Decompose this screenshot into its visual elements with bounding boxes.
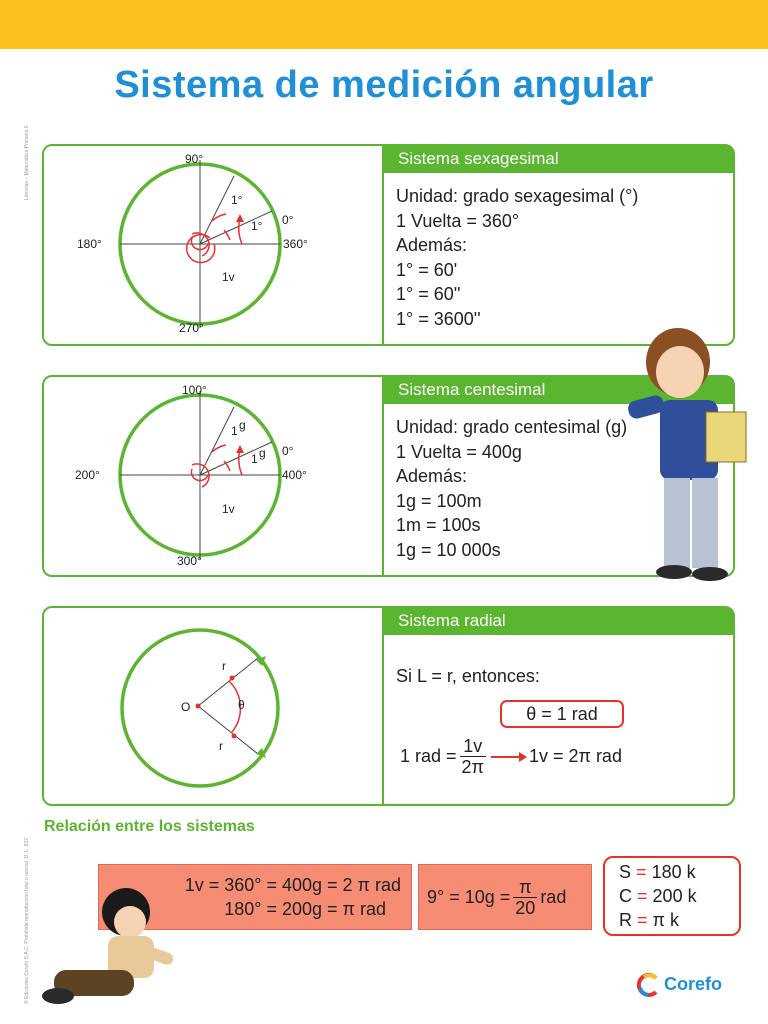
relation-fraction-den: 20 [515, 897, 536, 918]
sexagesimal-line: 1° = 60'' [396, 284, 461, 304]
corefo-logo [636, 970, 736, 1000]
sexagesimal-text [396, 184, 638, 331]
label-deg-b: 1° [251, 219, 263, 233]
label-grad-b-sup: g [259, 446, 266, 460]
scr-letter: S [619, 862, 632, 882]
label-360: 360° [283, 237, 308, 251]
centesimal-line: Unidad: grado centesimal (g) [396, 417, 628, 437]
relation-box2-left: 9° = 10g = [427, 886, 511, 907]
relation-fraction [513, 877, 537, 918]
centesimal-line: 1g = 100m [396, 490, 482, 511]
top-bar [0, 0, 768, 49]
scr-row: S = 180 k [619, 862, 696, 882]
scr-box [603, 856, 741, 936]
label-0: 0° [282, 213, 294, 227]
scr-letter: R [619, 910, 632, 930]
radial-rad-left: 1 rad = [400, 746, 457, 766]
radial-fraction-num: 1v [460, 736, 486, 757]
centesimal-header: Sistema centesimal [384, 376, 734, 404]
centesimal-line: 1g = 10 000s [396, 539, 501, 560]
label-200: 200° [75, 468, 100, 482]
sexagesimal-header: Sistema sexagesimal [384, 145, 734, 173]
sexagesimal-diagram [44, 146, 382, 346]
label-400: 400° [282, 468, 307, 482]
label-0: 0° [282, 444, 294, 458]
radial-rad-right: 1v = 2π rad [528, 746, 622, 766]
corefo-logo-text: Corefo [664, 974, 722, 994]
label-90: 90° [185, 152, 204, 166]
radial-fraction [460, 736, 486, 777]
relation-title: Relación entre los sistemas [44, 818, 255, 835]
radial-condition: Si L = r, entonces: [396, 666, 540, 686]
scr-value: π k [652, 910, 679, 930]
sexagesimal-panel [42, 144, 735, 346]
label-r-top: r [222, 659, 226, 673]
scr-value: 200 k [652, 886, 697, 906]
radial-header: Sistema radial [384, 607, 734, 635]
radial-diagram [44, 608, 382, 804]
boy-thinking-illustration [620, 322, 768, 584]
relation-fraction-num: π [513, 877, 537, 898]
centesimal-line: 1m = 100s [396, 515, 481, 535]
label-turn: 1v [222, 502, 235, 516]
label-180: 180° [77, 237, 102, 251]
panel-divider [382, 377, 384, 575]
arrow-icon [489, 750, 529, 764]
relation-line-1: 1v = 360° = 400g = 2 π rad [184, 875, 401, 895]
scr-row: C = 200 k [619, 886, 697, 906]
centesimal-line: Además: [396, 466, 468, 486]
side-credit-top: Láminas – Matemática Primaria 6 [24, 125, 30, 200]
corefo-logo-icon [636, 972, 662, 998]
label-grad-b: 1 [251, 452, 258, 466]
label-grad-a: 1 [231, 424, 238, 438]
label-r-bottom: r [219, 739, 223, 753]
label-origin: O [181, 700, 191, 714]
sexagesimal-line: 1° = 3600'' [396, 308, 481, 329]
radial-conversion [400, 736, 622, 777]
label-deg-a: 1° [231, 193, 243, 207]
sexagesimal-line: Unidad: grado sexagesimal (°) [396, 186, 639, 206]
label-theta: θ [238, 698, 245, 712]
radial-panel [42, 606, 735, 806]
page-title: Sistema de medición angular [114, 64, 654, 106]
label-300: 300° [177, 554, 202, 568]
relation-line-2: 180° = 200g = π rad [224, 899, 386, 919]
scr-row: R = π k [619, 910, 679, 930]
boy-writing-illustration [34, 884, 184, 1020]
panel-divider [382, 146, 384, 344]
relation-box2-right: rad [540, 886, 567, 907]
centesimal-text [396, 415, 627, 562]
panel-divider [382, 608, 384, 804]
side-credit-bottom: © Ediciones Corefo S.A.C. Prohibida reproducción total o parcial. D. L. 822 [24, 838, 30, 1004]
centesimal-diagram [44, 377, 382, 577]
label-grad-a-sup: g [239, 418, 246, 432]
radial-boxed-equation: θ = 1 rad [500, 700, 624, 728]
radial-fraction-den: 2π [461, 757, 484, 777]
sexagesimal-line: Además: [396, 235, 468, 255]
scr-value: 180 k [651, 862, 696, 882]
centesimal-line: 1 Vuelta = 400g [396, 441, 522, 462]
scr-letter: C [619, 886, 632, 906]
label-turn: 1v [222, 270, 235, 284]
sexagesimal-line: 1° = 60' [396, 259, 458, 280]
label-270: 270° [179, 321, 204, 335]
relation-box-ninety [418, 864, 592, 930]
label-100: 100° [182, 383, 207, 397]
sexagesimal-line: 1 Vuelta = 360° [396, 210, 520, 231]
